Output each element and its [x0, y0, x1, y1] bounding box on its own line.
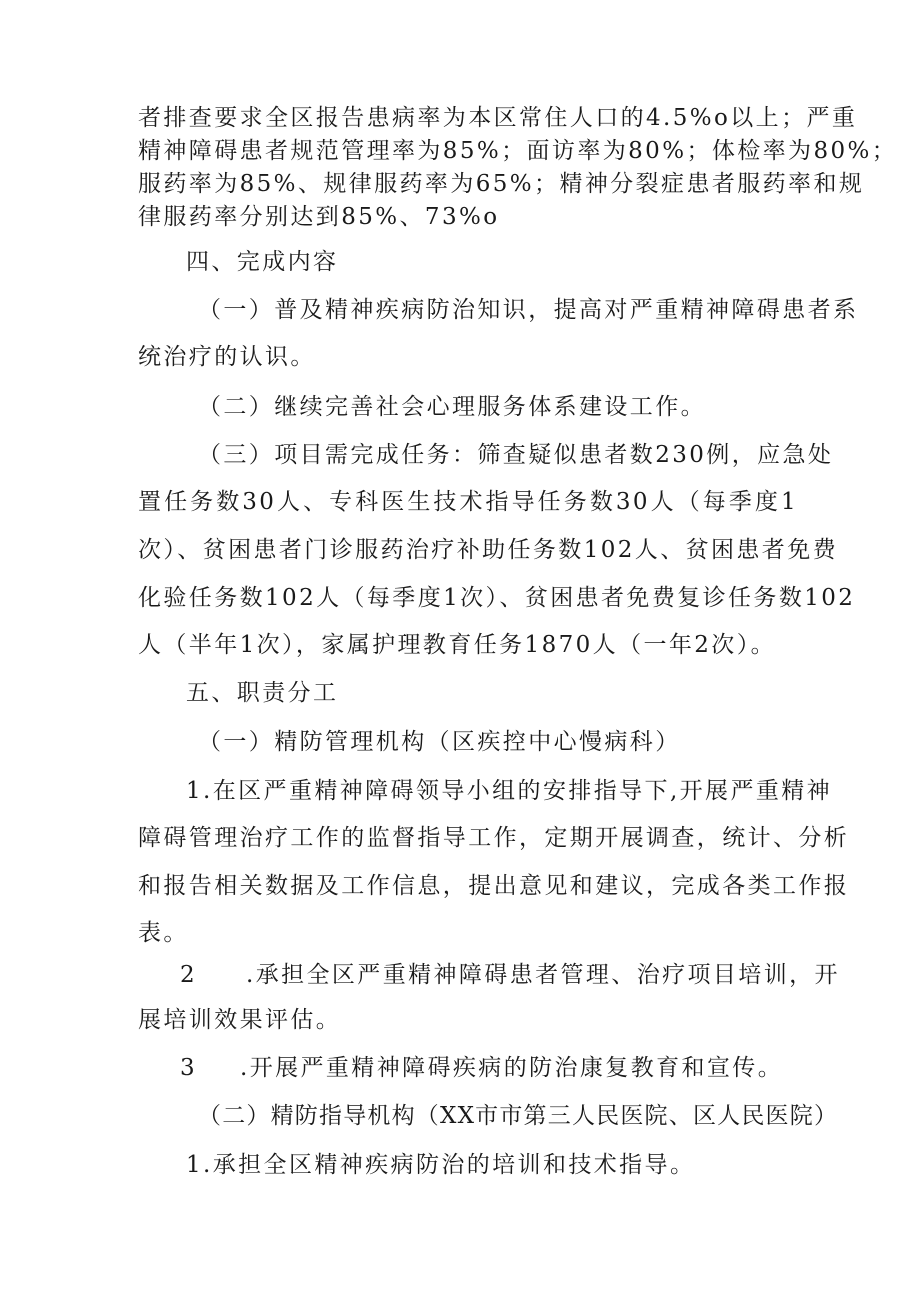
text-line: 人（半年1次），家属护理教育任务1870人（一年2次）。	[138, 632, 776, 658]
text-line: （一）普及精神疾病防治知识，提高对严重精神障碍患者系	[198, 297, 859, 323]
text-line: 者排查要求全区报告患病率为本区常住人口的4.5%o以上；严重	[138, 105, 858, 131]
list-number: 2	[180, 962, 198, 988]
text-line: （二）继续完善社会心理服务体系建设工作。	[198, 394, 706, 420]
text-line: 律服药率分别达到85%、73%o	[138, 204, 500, 230]
text-line: 化验任务数102人（每季度1次）、贫困患者免费复诊任务数102	[138, 585, 856, 611]
text-line: 1.在区严重精神障碍领导小组的安排指导下,开展严重精神	[186, 778, 833, 804]
text-line: 精神障碍患者规范管理率为85%；面访率为80%；体检率为80%；	[138, 138, 898, 164]
text-line: 1.承担全区精神疾病防治的培训和技术指导。	[186, 1152, 696, 1178]
text-line: 表。	[138, 920, 189, 946]
text-line: （二）精防指导机构（XX市市第三人民医院、区人民医院）	[198, 1103, 839, 1129]
text-line: .开展严重精神障碍疾病的防治康复教育和宣传。	[240, 1055, 784, 1081]
list-number: 3	[180, 1055, 198, 1081]
text-line: 和报告相关数据及工作信息，提出意见和建议，完成各类工作报	[138, 873, 850, 899]
text-line: 统治疗的认识。	[138, 344, 316, 370]
section-heading: 四、完成内容	[186, 249, 339, 275]
text-line: 展培训效果评估。	[138, 1007, 342, 1033]
text-line: 置任务数30人、专科医生技术指导任务数30人（每季度1	[138, 489, 798, 515]
text-line: （三）项目需完成任务：筛查疑似患者数230例，应急处	[198, 442, 834, 468]
text-line: 次）、贫困患者门诊服药治疗补助任务数102人、贫困患者免费	[138, 537, 838, 563]
text-line: 服药率为85%、规律服药率为65%；精神分裂症患者服药率和规	[138, 171, 865, 197]
text-line: （一）精防管理机构（区疾控中心慢病科）	[198, 729, 681, 755]
text-line: 障碍管理治疗工作的监督指导工作，定期开展调查，统计、分析	[138, 825, 850, 851]
text-line: .承担全区严重精神障碍患者管理、治疗项目培训，开	[246, 962, 840, 988]
section-heading: 五、职责分工	[186, 680, 339, 706]
